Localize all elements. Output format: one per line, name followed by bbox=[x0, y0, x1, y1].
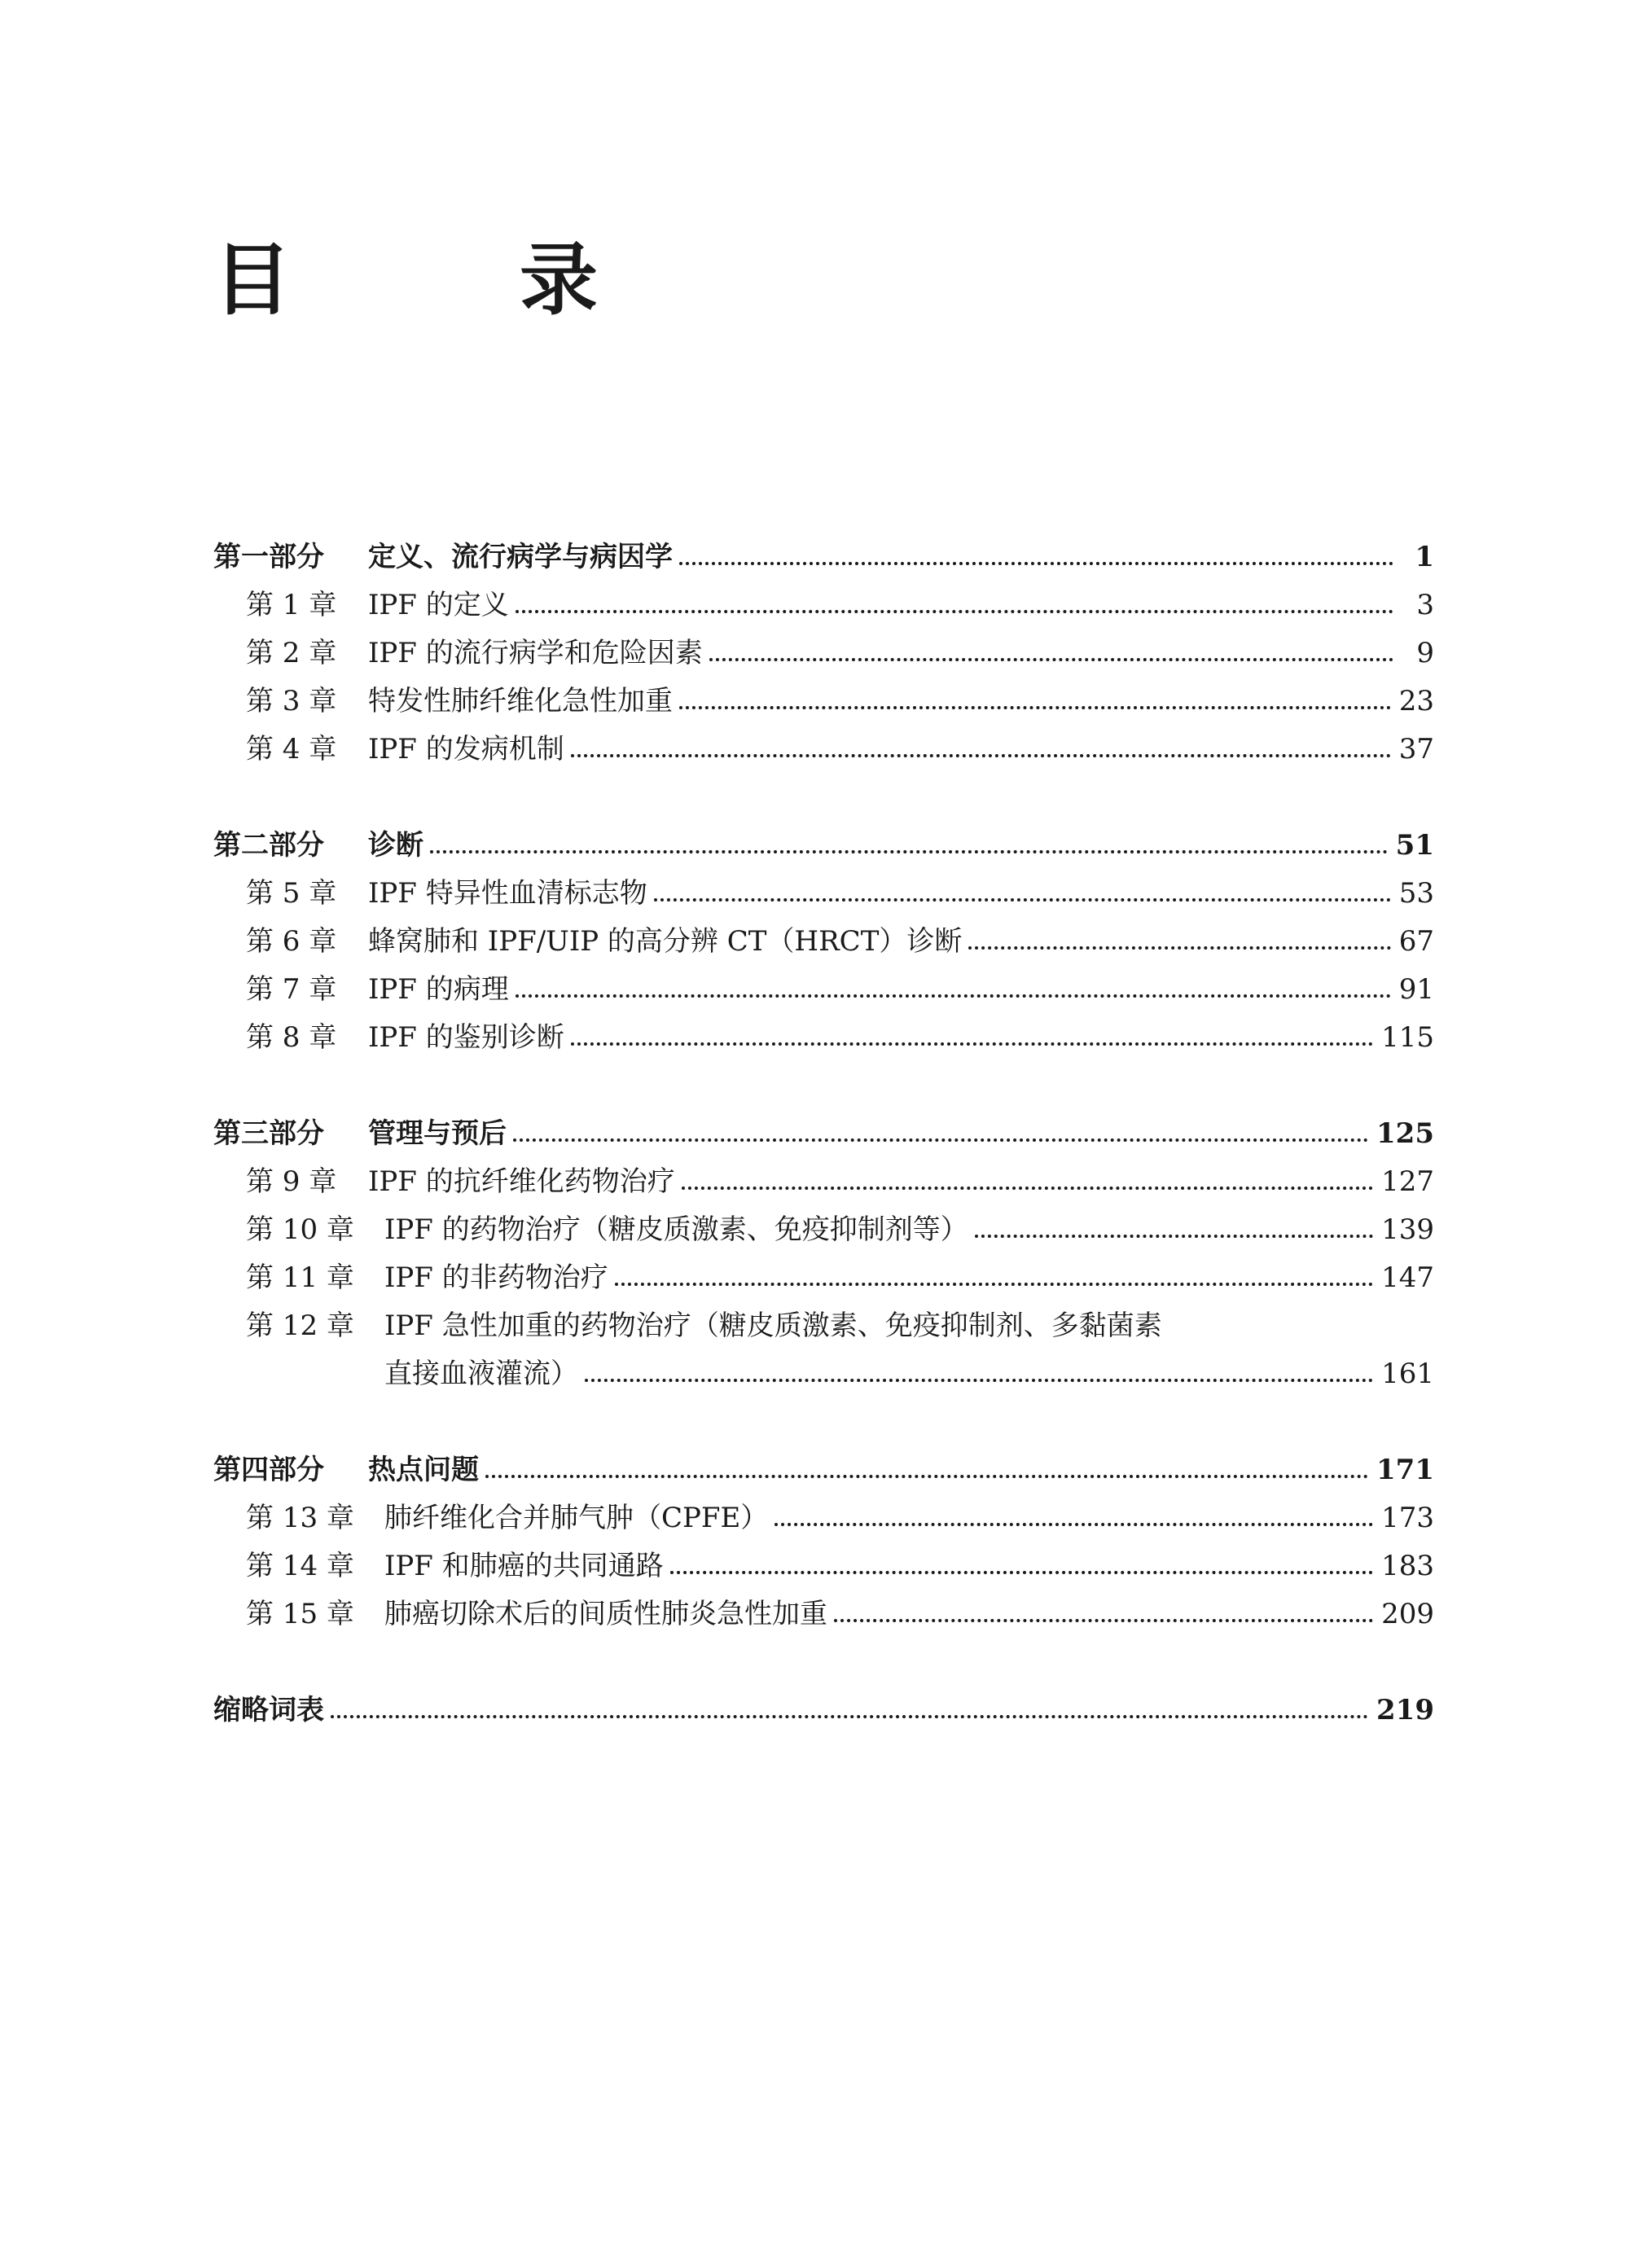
chapter-label: 第 2 章 bbox=[246, 637, 337, 669]
page-number: 125 bbox=[1376, 1117, 1434, 1150]
toc-part-2[interactable] bbox=[213, 814, 1434, 863]
toc-chapter-13[interactable] bbox=[213, 1487, 1434, 1536]
dot-leader bbox=[571, 1042, 1373, 1046]
dot-leader bbox=[585, 1379, 1373, 1382]
toc-chapter-5[interactable] bbox=[213, 862, 1434, 911]
page-number: 37 bbox=[1398, 733, 1434, 766]
appendix-title: 缩略词表 bbox=[213, 1694, 324, 1726]
chapter-label: 第 14 章 bbox=[246, 1550, 354, 1582]
toc-chapter-10[interactable] bbox=[213, 1199, 1434, 1248]
page-number: 161 bbox=[1381, 1358, 1434, 1390]
chapter-label: 第 11 章 bbox=[246, 1261, 354, 1294]
part-title: 热点问题 bbox=[368, 1454, 479, 1486]
page-number: 171 bbox=[1376, 1454, 1434, 1486]
dot-leader bbox=[571, 754, 1391, 757]
dot-leader bbox=[679, 562, 1393, 565]
chapter-label: 第 6 章 bbox=[246, 925, 337, 958]
chapter-title: IPF 的药物治疗（糖皮质激素、免疫抑制剂等） bbox=[384, 1213, 968, 1246]
page-number: 115 bbox=[1381, 1021, 1434, 1054]
toc-part-4[interactable] bbox=[213, 1439, 1434, 1488]
page-number: 67 bbox=[1398, 925, 1434, 958]
dot-leader bbox=[516, 994, 1391, 998]
toc-part-1[interactable] bbox=[213, 526, 1434, 575]
dot-leader bbox=[709, 658, 1393, 661]
page-number: 173 bbox=[1381, 1502, 1434, 1534]
page-number: 127 bbox=[1381, 1165, 1434, 1198]
page-number: 23 bbox=[1398, 685, 1434, 717]
toc-chapter-11[interactable] bbox=[213, 1247, 1434, 1296]
toc-chapter-12[interactable] bbox=[213, 1295, 1434, 1344]
chapter-title: IPF 的抗纤维化药物治疗 bbox=[368, 1165, 675, 1198]
page-number: 3 bbox=[1416, 589, 1434, 621]
chapter-label: 第 7 章 bbox=[246, 973, 337, 1006]
part-label: 第一部分 bbox=[213, 541, 324, 573]
toc-chapter-6[interactable] bbox=[213, 910, 1434, 959]
dot-leader bbox=[513, 1138, 1368, 1142]
part-title: 诊断 bbox=[368, 829, 423, 862]
page-number: 219 bbox=[1376, 1694, 1434, 1726]
page-number: 147 bbox=[1381, 1261, 1434, 1294]
toc-chapter-12-continuation[interactable] bbox=[213, 1343, 1434, 1392]
dot-leader bbox=[975, 1235, 1373, 1238]
page-number: 209 bbox=[1381, 1598, 1434, 1630]
chapter-label: 第 9 章 bbox=[246, 1165, 337, 1198]
toc-appendix-abbreviations[interactable] bbox=[213, 1679, 1434, 1728]
toc-chapter-8[interactable] bbox=[213, 1007, 1434, 1055]
page-number: 183 bbox=[1381, 1550, 1434, 1582]
part-label: 第四部分 bbox=[213, 1454, 324, 1486]
chapter-label: 第 8 章 bbox=[246, 1021, 337, 1054]
chapter-label: 第 3 章 bbox=[246, 685, 337, 717]
chapter-title: 特发性肺纤维化急性加重 bbox=[368, 685, 673, 717]
part-title: 定义、流行病学与病因学 bbox=[368, 541, 673, 573]
chapter-title: IPF 和肺癌的共同通路 bbox=[384, 1550, 664, 1582]
chapter-title: IPF 特异性血清标志物 bbox=[368, 877, 647, 910]
chapter-title: IPF 的鉴别诊断 bbox=[368, 1021, 564, 1054]
chapter-title: IPF 急性加重的药物治疗（糖皮质激素、免疫抑制剂、多黏菌素 bbox=[384, 1309, 1162, 1342]
page-number: 9 bbox=[1416, 637, 1434, 669]
page-number: 91 bbox=[1398, 973, 1434, 1006]
toc-chapter-3[interactable] bbox=[213, 670, 1434, 719]
chapter-title: 蜂窝肺和 IPF/UIP 的高分辨 CT（HRCT）诊断 bbox=[368, 925, 963, 958]
part-label: 第三部分 bbox=[213, 1117, 324, 1150]
chapter-label: 第 5 章 bbox=[246, 877, 337, 910]
chapter-title: 肺癌切除术后的间质性肺炎急性加重 bbox=[384, 1598, 827, 1630]
dot-leader bbox=[615, 1283, 1373, 1286]
dot-leader bbox=[485, 1475, 1368, 1478]
chapter-title: IPF 的定义 bbox=[368, 589, 509, 621]
toc-chapter-1[interactable] bbox=[213, 574, 1434, 623]
dot-leader bbox=[331, 1715, 1368, 1718]
toc-chapter-7[interactable] bbox=[213, 959, 1434, 1007]
toc-part-3[interactable] bbox=[213, 1103, 1434, 1152]
page-number: 139 bbox=[1381, 1213, 1434, 1246]
chapter-title: IPF 的病理 bbox=[368, 973, 509, 1006]
chapter-label: 第 15 章 bbox=[246, 1598, 354, 1630]
dot-leader bbox=[968, 946, 1390, 950]
toc-chapter-9[interactable] bbox=[213, 1151, 1434, 1200]
toc-chapter-2[interactable] bbox=[213, 622, 1434, 671]
page-number: 51 bbox=[1395, 829, 1434, 862]
part-title: 管理与预后 bbox=[368, 1117, 507, 1150]
chapter-title: IPF 的发病机制 bbox=[368, 733, 564, 766]
page-title: 目 录 bbox=[213, 234, 673, 327]
dot-leader bbox=[834, 1619, 1373, 1622]
chapter-label: 第 1 章 bbox=[246, 589, 337, 621]
dot-leader bbox=[679, 706, 1391, 709]
chapter-title: IPF 的非药物治疗 bbox=[384, 1261, 608, 1294]
page-number: 1 bbox=[1415, 541, 1434, 573]
dot-leader bbox=[670, 1571, 1373, 1574]
chapter-title: 肺纤维化合并肺气肿（CPFE） bbox=[384, 1502, 769, 1534]
part-label: 第二部分 bbox=[213, 829, 324, 862]
chapter-label: 第 4 章 bbox=[246, 733, 337, 766]
dot-leader bbox=[516, 610, 1393, 613]
chapter-title-continuation: 直接血液灌流） bbox=[384, 1358, 578, 1390]
chapter-label: 第 12 章 bbox=[246, 1309, 354, 1342]
dot-leader bbox=[775, 1523, 1373, 1526]
toc-chapter-15[interactable] bbox=[213, 1583, 1434, 1632]
chapter-label: 第 10 章 bbox=[246, 1213, 354, 1246]
dot-leader bbox=[682, 1187, 1373, 1190]
dot-leader bbox=[654, 898, 1391, 901]
toc-chapter-4[interactable] bbox=[213, 718, 1434, 767]
chapter-title: IPF 的流行病学和危险因素 bbox=[368, 637, 703, 669]
dot-leader bbox=[430, 850, 1388, 853]
chapter-label: 第 13 章 bbox=[246, 1502, 354, 1534]
toc-chapter-14[interactable] bbox=[213, 1535, 1434, 1584]
page-number: 53 bbox=[1398, 877, 1434, 910]
